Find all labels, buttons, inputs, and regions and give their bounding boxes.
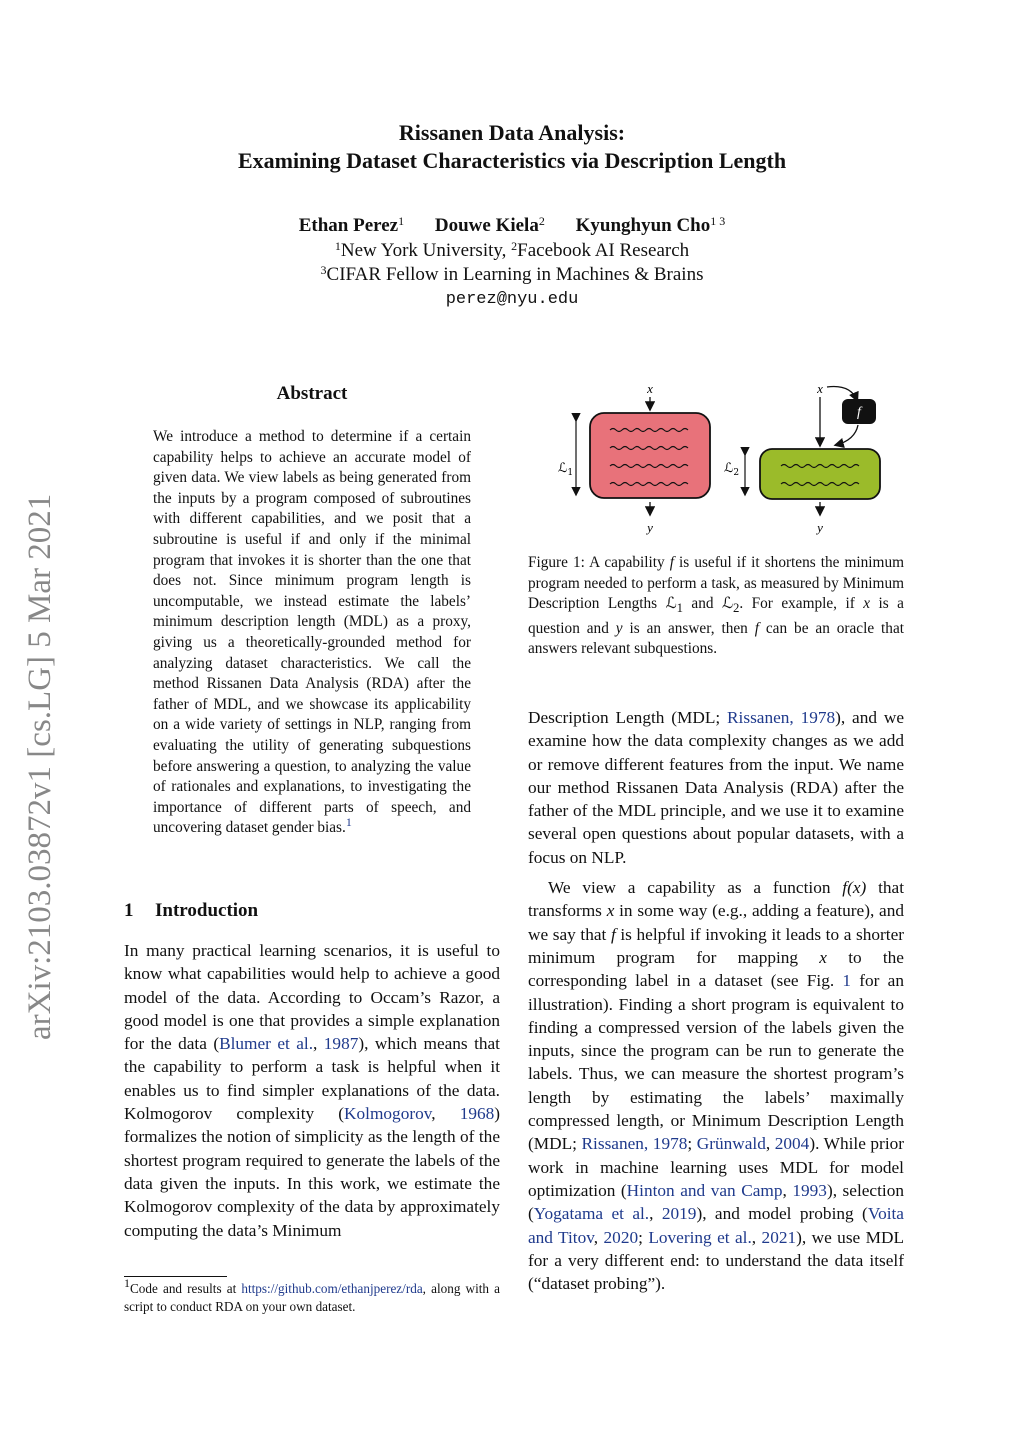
citation-hinton[interactable]: Hinton and van Camp <box>626 1180 783 1200</box>
math-x: x <box>863 595 871 613</box>
section-title: Introduction <box>155 900 259 921</box>
author-3-affil: 1 3 <box>710 214 726 228</box>
code-url-link[interactable]: https://github.com/ethanjperez/rda <box>241 1281 423 1296</box>
author-list <box>0 213 1024 238</box>
l1-subscript: 1 <box>567 468 574 478</box>
input-x-label-left: x <box>647 381 653 396</box>
text-run: , <box>751 1227 762 1247</box>
caption-text: and <box>682 595 722 613</box>
citation-rissanen-2[interactable]: Rissanen, 1978 <box>581 1134 688 1154</box>
paper-title-line-2: Examining Dataset Characteristics via Description Length <box>237 148 787 173</box>
math-l1: ℒ <box>665 595 677 613</box>
text-run: ), and we examine how the data complexity changes as we add or remove different features from the input. We name our method Rissanen Data Analysis (RDA) after the father of the MDL principle, and we use it to examine several open questions about popular datasets, with a focus on NLP. <box>528 708 904 867</box>
citation-hinton-year[interactable]: 1993 <box>792 1180 827 1200</box>
footnote-mark: 1 <box>124 1276 130 1290</box>
text-run: , <box>782 1180 793 1200</box>
program-box-red <box>590 413 710 498</box>
citation-voita[interactable]: Voita and Titov <box>528 1204 904 1247</box>
program-box-green <box>760 449 880 499</box>
affiliation-2 <box>0 263 1024 287</box>
figure-1-caption <box>528 553 904 660</box>
citation-kolmogorov-year[interactable]: 1968 <box>459 1104 495 1124</box>
intro-paragraph <box>124 939 500 1242</box>
text-run: for an illustration). Finding a short program is equivalent to finding a compressed version of the labels given the inputs, since the program can be run to generate the labels. Thus, we can measure the shortest program’s length by estimating the labels’ maximally compressed length, or Minimum Description Length (MDL; <box>528 971 904 1154</box>
author-email[interactable]: perez@nyu.edu <box>445 290 579 309</box>
footnote-text: , along with a script to conduct RDA on your own dataset. <box>124 1281 500 1314</box>
caption-text: Figure 1: A capability <box>528 554 670 571</box>
author-2-affil: 2 <box>538 214 545 228</box>
author-3: Kyunghyun Cho <box>575 215 711 236</box>
text-run: ; <box>638 1227 649 1247</box>
citation-grunwald[interactable]: Grünwald <box>696 1134 766 1154</box>
caption-text: is a question and <box>528 595 904 637</box>
length-label-l1 <box>558 461 573 478</box>
math-fx: f(x) <box>842 878 867 898</box>
text-run: Description Length (MDL; <box>528 708 728 727</box>
right-column-body <box>528 706 904 1295</box>
text-run: ; <box>687 1134 697 1154</box>
input-x-label-right: x <box>817 381 823 396</box>
citation-kolmogorov[interactable]: Kolmogorov <box>344 1104 432 1124</box>
citation-yogatama-year[interactable]: 2019 <box>661 1204 697 1224</box>
text-run: ) formalizes the notion of simplicity as the length of the shortest program required to generate the labels of the data given the inputs. In this work, we estimate the Kolmogorov complexity of the data by approximately computing the data’s Minimum <box>124 1104 501 1240</box>
abstract-text: We introduce a method to determine if a certain capability helps to achieve an accurate model of given data. We view labels as being generated from the inputs by a program composed of subroutines with different capabilities, and we posit that a subroutine is useful if and only if the minimal program that invokes it is shorter than the one that does not. Since minimum program length is uncomputable, we instead estimate the labels’ minimum description length (MDL) as a proxy, giving us a theoretically-grounded method for analyzing dataset characteristics. We call the method Rissanen Data Analysis (RDA) after the father of MDL, and we showcase its applicability on a wide variety of settings in NLP, ranging from evaluating the utility of generating subquestions before answering a question, to analyzing the value of rationales and explanations, to investigating the importance of different parts of speech, and uncovering dataset gender bias. <box>153 428 471 837</box>
math-f: f <box>754 619 759 637</box>
text-run: ), which means that the capability to perform a task is helpful when it enables us to find simpler explanations of the data. Kolmogorov complexity ( <box>124 1034 500 1124</box>
oracle-f-label: f <box>857 405 861 420</box>
math-l1-sub: 1 <box>676 601 683 616</box>
abstract-body <box>153 427 471 839</box>
citation-lovering[interactable]: Lovering et al. <box>648 1227 752 1247</box>
math-x: x <box>606 901 615 921</box>
output-y-label-left: y <box>647 520 653 535</box>
text-run: , <box>313 1034 324 1054</box>
citation-grunwald-year[interactable]: 2004 <box>774 1134 810 1154</box>
section-heading <box>124 900 258 922</box>
affil-mark: 1 <box>334 239 341 253</box>
affiliation-1 <box>0 239 1024 263</box>
call-arrow-to-f <box>827 387 857 400</box>
math-x: x <box>819 947 827 967</box>
text-run: in some way (e.g., adding a feature), and we say that <box>528 901 904 944</box>
text-run: that transforms <box>528 878 904 921</box>
caption-text: can be an oracle that answers relevant subquestions. <box>528 619 904 658</box>
footnote-text: Code and results at <box>130 1281 242 1296</box>
length-label-l2 <box>724 461 739 478</box>
footnote-rule <box>124 1276 227 1277</box>
l1-symbol: ℒ <box>558 461 568 476</box>
return-arrow-from-f <box>836 425 858 445</box>
section-number: 1 <box>124 900 134 921</box>
text-run: to the corresponding label in a dataset (see Fig. <box>528 947 904 991</box>
caption-text: is an answer, then <box>622 619 755 637</box>
text-run: ), and model probing ( <box>696 1204 868 1224</box>
affil-cifar: CIFAR Fellow in Learning in Machines & Brains <box>326 264 704 285</box>
text-run: , <box>765 1134 775 1154</box>
figure-ref-1[interactable]: 1 <box>842 971 852 991</box>
paragraph-capability <box>528 876 904 1295</box>
text-run: is helpful if invoking it leads to a shorter minimum program for mapping <box>528 924 904 967</box>
citation-lovering-year[interactable]: 2021 <box>761 1227 797 1247</box>
figure-1-diagram <box>540 378 900 543</box>
text-run: We view a capability as a function <box>548 878 843 898</box>
paragraph-mdl <box>528 706 904 869</box>
citation-blumer[interactable]: Blumer et al. <box>219 1034 314 1054</box>
author-1: Ethan Perez <box>298 215 399 236</box>
math-f: f <box>610 924 616 944</box>
text-run: , <box>649 1204 662 1224</box>
math-l2: ℒ <box>721 595 733 613</box>
paper-title-line-1: Rissanen Data Analysis: <box>398 120 626 145</box>
footnote <box>124 1276 500 1316</box>
text-run: , <box>593 1227 604 1247</box>
caption-text: is useful if it shortens the minimum program needed to perform a task, as measured by Minimum Description Lengths <box>528 554 904 613</box>
l2-symbol: ℒ <box>724 461 734 476</box>
l2-subscript: 2 <box>733 468 740 478</box>
text-run: , <box>431 1104 460 1124</box>
text-run: ). While prior work in machine learning uses MDL for model optimization ( <box>528 1134 905 1200</box>
math-f: f <box>669 554 674 571</box>
text-run: In many practical learning scenarios, it is useful to know what capabilities would help to achieve a good model of the data. According to Occam’s Razor, a good model is one that provides a simple explanation for the data ( <box>124 941 500 1054</box>
arxiv-identifier: arXiv:2103.03872v1 [cs.LG] 5 Mar 2021 <box>22 493 58 1040</box>
citation-rissanen[interactable]: Rissanen, 1978 <box>727 708 836 727</box>
citation-voita-year[interactable]: 2020 <box>603 1227 639 1247</box>
author-2: Douwe Kiela <box>434 215 539 236</box>
affil-mark: 3 <box>320 263 327 277</box>
math-y: y <box>615 619 623 637</box>
author-1-affil: 1 <box>398 214 405 228</box>
abstract-heading: Abstract <box>276 383 348 404</box>
affil-mark: 2 <box>511 239 518 253</box>
caption-text: . For example, if <box>739 595 864 613</box>
footnote-ref-1[interactable]: 1 <box>345 815 352 830</box>
text-run: ), selection ( <box>528 1180 904 1224</box>
math-l2-sub: 2 <box>733 601 740 616</box>
citation-yogatama[interactable]: Yogatama et al. <box>533 1204 650 1224</box>
output-y-label-right: y <box>817 520 823 535</box>
citation-blumer-year[interactable]: 1987 <box>323 1034 359 1054</box>
affil-nyu: New York University, <box>340 240 512 261</box>
affil-fair: Facebook AI Research <box>517 240 690 261</box>
text-run: ), we use MDL for a very different end: to understand the data itself (“dataset probing”). <box>528 1227 905 1294</box>
